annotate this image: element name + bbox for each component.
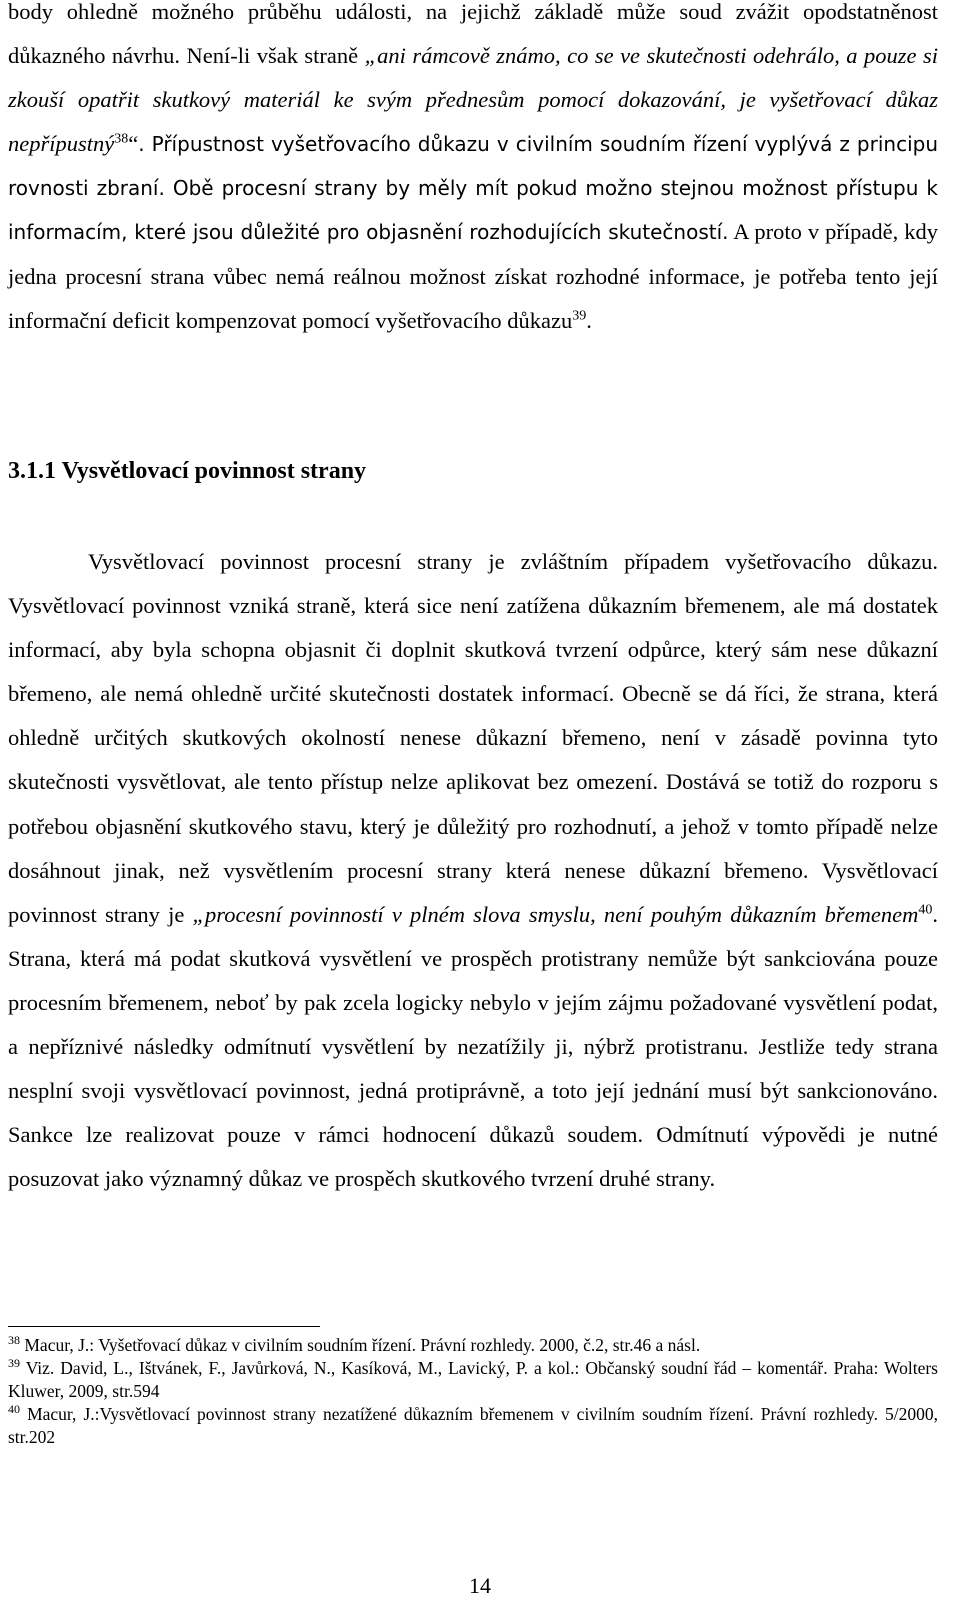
text-run: body ohledně možného průběhu události, na jejichž základě může soud zvážit opodstatněnost důkazného návrhu. Není-li však straně xyxy=(8,0,938,69)
footnote-ref-40: 40 xyxy=(918,902,933,918)
section-heading: 3.1.1 Vysvětlovací povinnost strany xyxy=(8,458,367,484)
footnote-text: Macur, J.:Vysvětlovací povinnost strany nezatížené důkazním břemenem v civilním soudním řízení. Právní rozhledy. 5/2000, str.202 xyxy=(8,1404,938,1447)
footnote-38 xyxy=(8,1334,938,1357)
footnote-number: 40 xyxy=(8,1402,20,1417)
footnote-number: 38 xyxy=(8,1333,20,1348)
footnote-39 xyxy=(8,1357,938,1403)
text-run-sans: . Přípustnost vyšetřovacího důkazu v civilním soudním řízení vyplývá z principu rovnosti zbraní. Obě procesní strany by měly mít pokud možno stejnou možnost přístupu k informacím, které jsou důležité pro objasnění rozhodujících skutečností. xyxy=(8,132,938,245)
paragraph-main xyxy=(8,540,938,1201)
quote-italic: „procesní povinností v plném slova smyslu, není pouhým důkazním břemenem xyxy=(192,901,919,927)
page-number: 14 xyxy=(469,1573,491,1598)
quote-italic: „ani rámcově známo, co se ve skutečnosti odehrálo, a pouze si zkouší opatřit skutkový materiál ke svým přednesům pomocí dokazování, je vyšetřovací důkaz nepřípustný xyxy=(8,43,938,157)
text-run: A proto v případě, kdy jedna procesní strana vůbec nemá reálnou možnost získat rozhodné informace, je potřeba tento její informační deficit kompenzovat pomocí vyšetřovacího důkazu xyxy=(8,219,938,333)
footnotes xyxy=(8,1334,938,1449)
footnote-40 xyxy=(8,1403,938,1449)
footnote-ref-39: 39 xyxy=(572,308,587,324)
footnote-ref-38: 38 xyxy=(114,131,129,147)
footnote-number: 39 xyxy=(8,1356,20,1371)
paragraph-continuation xyxy=(8,0,938,343)
footnote-divider xyxy=(8,1326,320,1327)
footnote-text: Viz. David, L., Ištvánek, F., Javůrková, N., Kasíková, M., Lavický, P. a kol.: Občanský soudní řád – komentář. Praha: Wolters Kluwer, 2009, str.594 xyxy=(8,1358,938,1401)
text-run: Vysvětlovací povinnost procesní strany je zvláštním případem vyšetřovacího důkazu. Vysvětlovací povinnost vzniká straně, která sice není zatížena důkazním břemenem, ale má dostatek informací, aby byla schopna objasnit či doplnit skutková tvrzení odpůrce, který sám nese důkazní břemeno, ale nemá ohledně určité skutečnosti dostatek informací. Obecně se dá říci, že strana, která ohledně určitých skutkových okolností nenese důkazní břemeno, není v zásadě povinna tyto skutečnosti vysvětlovat, ale tento přístup nelze aplikovat bez omezení. Dostává se totiž do rozporu s potřebou objasnění skutkového stavu, který je důležitý pro rozhodnutí, a jehož v tomto případě nelze dosáhnout jinak, než vysvětlením procesní strany která nenese důkazní břemeno. Vysvětlovací povinnost strany je xyxy=(8,549,938,927)
quote-close: “ xyxy=(128,131,139,157)
text-run: . Strana, která má podat skutková vysvětlení ve prospěch protistrany nemůže být sankciována pouze procesním břemenem, neboť by pak zcela logicky nebylo v jejím zájmu požadované vysvětlení podat, a nepříznivé následky odmítnutí vysvětlení by nezatížily ji, nýbrž protistranu. Jestliže tedy strana nesplní svoji vysvětlovací povinnost, jedná protiprávně, a toto její jednání musí být sankcionováno. Sankce lze realizovat pouze v rámci hodnocení důkazů soudem. Odmítnutí výpovědi je nutné posuzovat jako významný důkaz ve prospěch skutkového tvrzení druhé strany. xyxy=(8,901,939,1192)
text-run: . xyxy=(586,307,592,333)
footnote-text: Macur, J.: Vyšetřovací důkaz v civilním soudním řízení. Právní rozhledy. 2000, č.2, str.46 a násl. xyxy=(20,1335,701,1355)
